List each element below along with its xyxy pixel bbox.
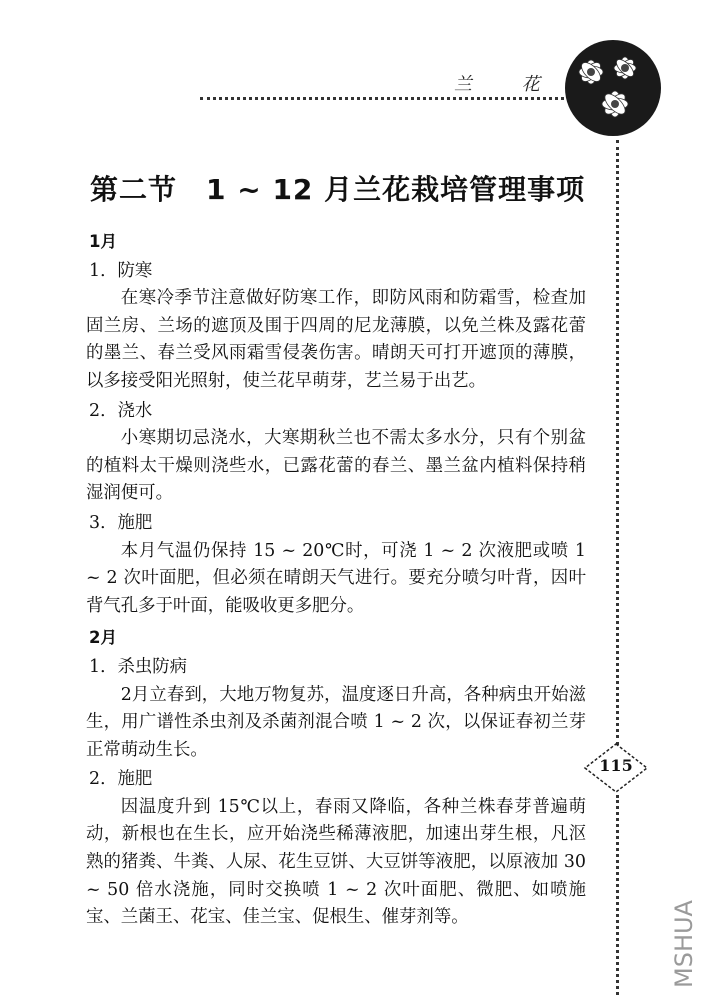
month-section-january <box>86 228 586 620</box>
item-paragraph: 因温度升到 15℃以上，春雨又降临，各种兰株春芽普遍萌动，新根也在生长，应开始浇些稀薄液肥，加速出芽生根，凡沤熟的猪粪、牛粪、人尿、花生豆饼、大豆饼等液肥，以原液加 30 ~ 50 倍水浇施，同时交换喷 1 ~ 2 次叶面肥、微肥、如喷施宝、兰菌王、花宝、佳兰宝、促根生、催芽剂等。 <box>86 796 586 928</box>
side-dotted-rule-lower <box>616 795 619 995</box>
month-heading: 2月 <box>89 628 117 648</box>
article-body <box>86 224 586 932</box>
side-dotted-rule <box>616 140 619 745</box>
watermark <box>666 880 702 990</box>
item-heading: 2．施肥 <box>89 769 153 790</box>
section-title: 第二节 1 ~ 12 月兰花栽培管理事项 <box>90 173 586 206</box>
month-heading: 1月 <box>89 232 117 251</box>
item-heading: 1．杀虫防病 <box>89 656 188 677</box>
month-section-february <box>86 624 586 932</box>
item-heading: 1．防寒 <box>89 260 153 281</box>
watermark-text: MSHUA <box>670 900 698 988</box>
item-heading: 2．浇水 <box>89 400 153 421</box>
item-paragraph: 小寒期切忌浇水，大寒期秋兰也不需太多水分，只有个别盆的植料太干燥则浇些水，已露花蕾的春兰、墨兰盆内植料保持稍湿润便可。 <box>86 428 586 504</box>
flower-icon <box>563 38 663 138</box>
item-paragraph: 在寒冷季节注意做好防寒工作，即防风雨和防霜雪，检查加固兰房、兰场的遮顶及围于四周的尼龙薄膜，以免兰株及露花蕾的墨兰、春兰受风雨霜雪侵袭伤害。晴朗天可打开遮顶的薄膜，以多接受阳光照射，使兰花早萌芽，艺兰易于出艺。 <box>86 288 586 391</box>
item-paragraph: 2月立春到，大地万物复苏，温度逐日升高，各种病虫开始滋生，用广谱性杀虫剂及杀菌剂混合喷 1 ~ 2 次，以保证春初兰芽正常萌动生长。 <box>86 684 586 760</box>
item-paragraph: 本月气温仍保持 15 ~ 20℃时，可浇 1 ~ 2 次液肥或喷 1 ~ 2 次叶面肥，但必须在晴朗天气进行。要充分喷匀叶背，因叶背气孔多于叶面，能吸收更多肥分。 <box>86 540 586 616</box>
header-dotted-rule <box>200 97 570 100</box>
item-heading: 3．施肥 <box>89 512 153 533</box>
page-number: 115 <box>599 756 633 775</box>
running-header-title: 兰 花 <box>454 74 562 95</box>
